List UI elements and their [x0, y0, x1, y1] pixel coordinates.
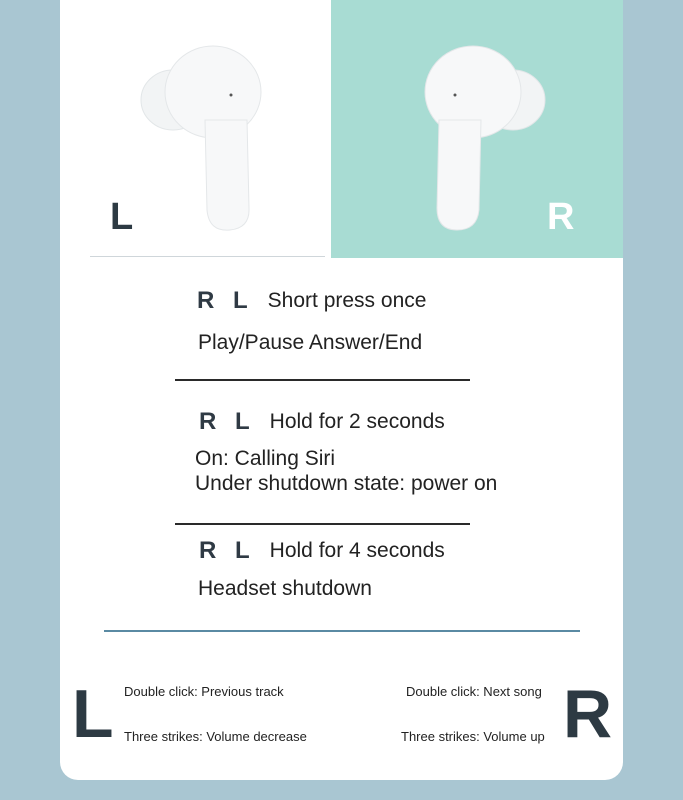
right-panel-letter: R — [547, 196, 575, 238]
rl-label: R L — [199, 408, 256, 435]
right-earbud-image — [411, 40, 551, 240]
left-earbud-panel — [60, 0, 330, 258]
right-double-click-text: Double click: Next song — [406, 684, 542, 699]
instruction-card — [60, 0, 623, 780]
left-double-click-text: Double click: Previous track — [124, 684, 284, 699]
section-3-heading-row — [199, 537, 445, 565]
section-2-heading-row — [199, 408, 445, 436]
left-earbud-image — [135, 40, 275, 240]
section-2-heading: Hold for 2 seconds — [269, 410, 445, 433]
left-three-strikes-text: Three strikes: Volume decrease — [124, 729, 307, 744]
section-2-line-2: Under shutdown state: power on — [195, 472, 498, 495]
section-1-line-1: Play/Pause Answer/End — [198, 331, 423, 354]
bottom-left-letter: L — [72, 676, 114, 752]
section-1-heading-row — [197, 287, 426, 315]
rl-label: R L — [197, 287, 254, 314]
section-3-heading: Hold for 4 seconds — [269, 539, 445, 562]
section-1-heading: Short press once — [267, 289, 427, 312]
right-earbud-panel — [331, 0, 623, 258]
section-2-line-1: On: Calling Siri — [195, 447, 336, 470]
left-panel-underline — [90, 256, 325, 257]
rl-label: R L — [199, 537, 256, 564]
divider-1 — [175, 379, 470, 381]
left-panel-letter: L — [110, 196, 134, 238]
section-3-line-1: Headset shutdown — [198, 577, 372, 600]
bottom-divider — [104, 630, 580, 632]
divider-2 — [175, 523, 470, 525]
bottom-right-letter: R — [563, 676, 613, 752]
right-three-strikes-text: Three strikes: Volume up — [401, 729, 545, 744]
